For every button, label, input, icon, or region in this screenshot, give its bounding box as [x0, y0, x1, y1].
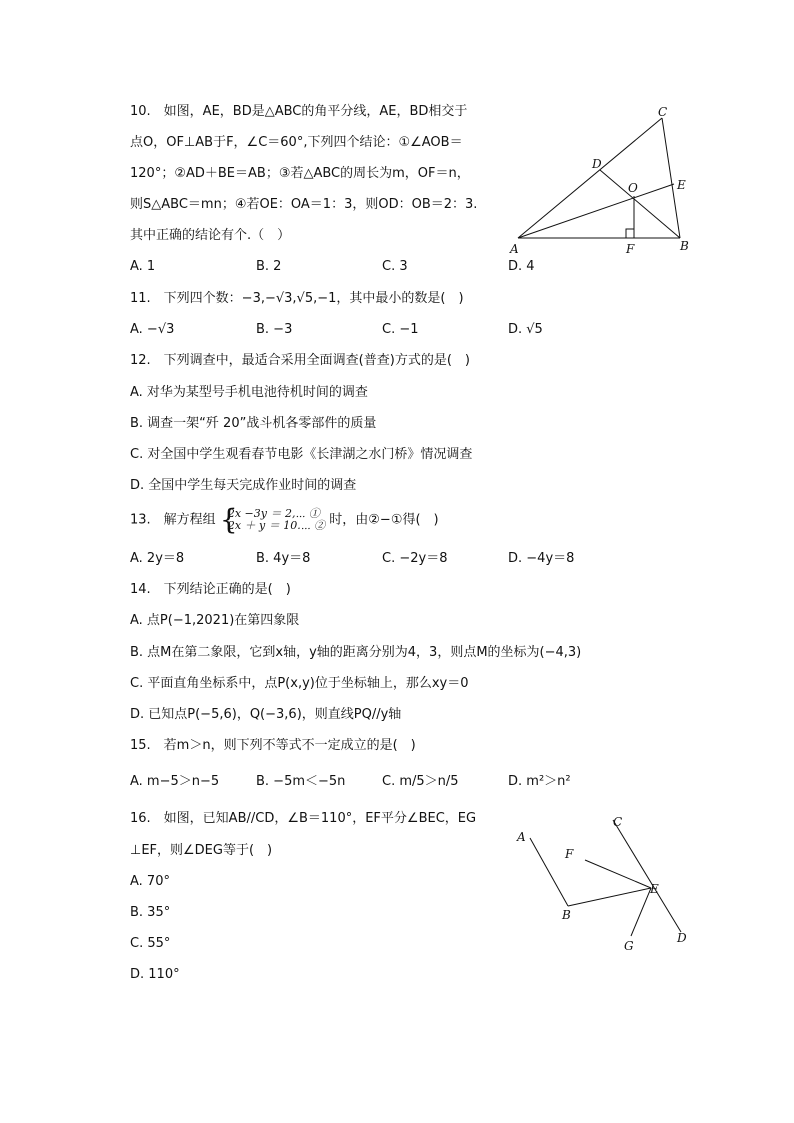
label-c: C [658, 105, 668, 119]
q16-option-a[interactable]: A. 70° [130, 874, 170, 889]
q14-option-c[interactable]: C. 平面直角坐标系中，点P(x,y)位于坐标轴上，那么xy＝0 [130, 676, 469, 691]
q15-stem: 15. 若m＞n，则下列不等式不一定成立的是( ) [130, 738, 416, 753]
q10-triangle-figure [500, 100, 700, 260]
q10-line-5: 其中正确的结论有个.（ ） [130, 228, 291, 243]
q14-option-b[interactable]: B. 点M在第二象限，它到x轴，y轴的距离分别为4，3，则点M的坐标为(−4,3) [130, 645, 582, 660]
q12-stem: 12. 下列调查中，最适合采用全面调查(普查)方式的是( ) [130, 353, 470, 368]
label-f: F [565, 847, 574, 861]
label-b: B [562, 908, 571, 922]
q15-option-a[interactable]: A. m−5＞n−5 [130, 774, 220, 789]
q10-option-a[interactable]: A. 1 [130, 259, 156, 274]
equation-system [219, 503, 326, 536]
q11-stem: 11. 下列四个数：−3,−√3,√5,−1，其中最小的数是( ) [130, 291, 464, 306]
q16-option-d[interactable]: D. 110° [130, 967, 180, 982]
q12-option-c[interactable]: C. 对全国中学生观看春节电影《长津湖之水门桥》情况调查 [130, 447, 473, 462]
q12-option-a[interactable]: A. 对华为某型号手机电池待机时间的调查 [130, 385, 368, 400]
q15-option-c[interactable]: C. m/5＞n/5 [382, 774, 459, 789]
label-e: E [650, 882, 659, 896]
q11-option-c[interactable]: C. −1 [382, 322, 419, 337]
label-o: O [628, 181, 638, 195]
q11-option-a[interactable]: A. −√3 [130, 322, 175, 337]
q14-option-a[interactable]: A. 点P(−1,2021)在第四象限 [130, 613, 300, 628]
label-g: G [624, 939, 634, 953]
equation-2: 2x ＋ y ＝ 10.⋯ ② [227, 519, 326, 532]
q13-option-a[interactable]: A. 2y＝8 [130, 551, 185, 566]
q13-option-c[interactable]: C. −2y＝8 [382, 551, 448, 566]
q11-option-b[interactable]: B. −3 [256, 322, 293, 337]
segment-ef [585, 860, 651, 888]
q10-line-4: 则S△ABC＝mn；④若OE：OA＝1：3，则OD：OB＝2：3. [130, 197, 478, 212]
label-e: E [677, 178, 686, 192]
equation-1: 2x −3y ＝ 2,⋯ ① [227, 507, 320, 520]
label-f: F [626, 242, 635, 256]
q16-line-2: ⊥EF，则∠DEG等于( ) [130, 843, 273, 858]
segment-ae [518, 184, 674, 238]
q10-line-2: 点O，OF⊥AB于F，∠C＝60°,下列四个结论：①∠AOB＝ [130, 135, 463, 150]
q15-option-d[interactable]: D. m²＞n² [508, 774, 571, 789]
label-d: D [592, 157, 602, 171]
label-d: D [677, 931, 687, 945]
segment-be [568, 888, 651, 906]
label-a: A [510, 242, 519, 256]
q13-option-b[interactable]: B. 4y＝8 [256, 551, 311, 566]
q13-stem [130, 503, 439, 536]
label-a: A [517, 830, 526, 844]
q10-option-b[interactable]: B. 2 [256, 259, 282, 274]
q10-line-1: 10. 如图，AE，BD是△ABC的角平分线，AE，BD相交于 [130, 104, 468, 119]
q16-option-b[interactable]: B. 35° [130, 905, 171, 920]
q11-option-d[interactable]: D. √5 [508, 322, 543, 337]
brace: { [219, 503, 238, 536]
q10-option-d[interactable]: D. 4 [508, 259, 535, 274]
q16-line-1: 16. 如图，已知AB//CD，∠B＝110°，EF平分∠BEC，EG [130, 811, 477, 826]
q10-option-c[interactable]: C. 3 [382, 259, 408, 274]
q12-option-d[interactable]: D. 全国中学生每天完成作业时间的调查 [130, 478, 357, 493]
q12-option-b[interactable]: B. 调查一架“歼 20”战斗机各零部件的质量 [130, 416, 377, 431]
q13-option-d[interactable]: D. −4y＝8 [508, 551, 575, 566]
q14-stem: 14. 下列结论正确的是( ) [130, 582, 291, 597]
label-b: B [680, 239, 689, 253]
segment-ac [518, 118, 662, 238]
label-c: C [613, 815, 623, 829]
right-angle-mark [626, 229, 634, 238]
q13-suffix: 时，由②−①得( ) [329, 512, 439, 528]
segment-bd [600, 170, 680, 238]
q13-prefix: 13. 解方程组 [130, 512, 216, 528]
q10-line-3: 120°；②AD＋BE＝AB；③若△ABC的周长为m，OF＝n， [130, 166, 470, 181]
segment-ab [530, 838, 568, 906]
q14-option-d[interactable]: D. 已知点P(−5,6)，Q(−3,6)，则直线PQ//y轴 [130, 707, 402, 722]
q16-option-c[interactable]: C. 55° [130, 936, 171, 951]
segment-eg [631, 888, 651, 936]
q15-option-b[interactable]: B. −5m＜−5n [256, 774, 346, 789]
q16-parallel-lines-figure [505, 808, 705, 958]
